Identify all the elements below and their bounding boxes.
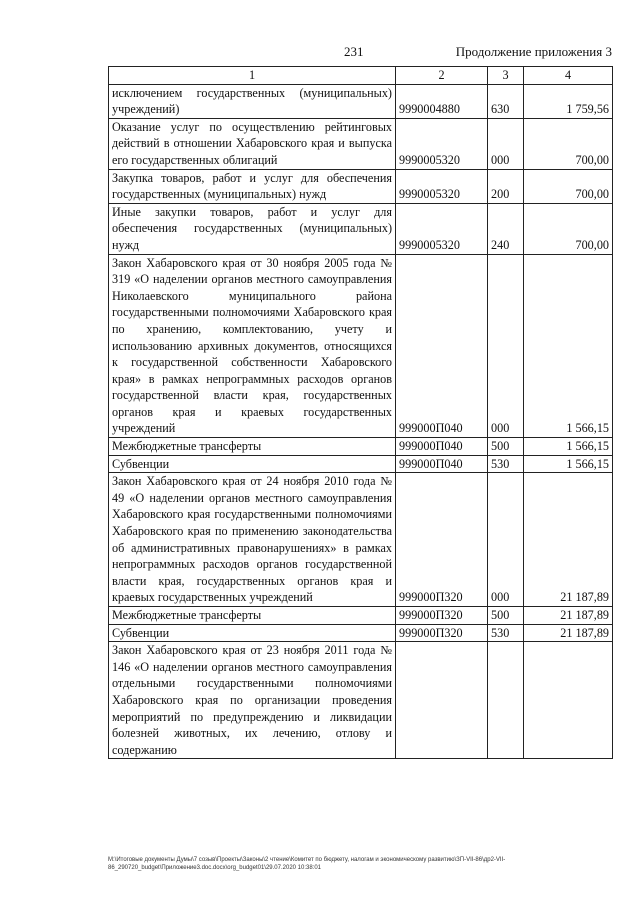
row-code: 999000П040 — [396, 455, 488, 473]
column-header: 3 — [488, 67, 524, 85]
row-code: 999000П320 — [396, 473, 488, 607]
row-name: Закон Хабаровского края от 30 ноября 2005 года № 319 «О наделении органов местного самоуправления Николаевского муниципального района государственными полномочиями Хабаровского края по хранению, комплектованию, учету и использованию архивных документов, относящихся к государственной собственности Хабаровского края» в рамках непрограммных расходов органов государственной власти края, государственных органов края и краевых государственных учреждений — [109, 254, 396, 438]
row-amount: 21 187,89 — [524, 473, 613, 607]
row-name: Иные закупки товаров, работ и услуг для обеспечения государственных (муниципальных) нужд — [109, 203, 396, 254]
row-code: 999000П320 — [396, 624, 488, 642]
row-code — [396, 642, 488, 759]
table-row — [109, 254, 613, 438]
row-code: 999000П040 — [396, 254, 488, 438]
row-vr: 630 — [488, 84, 524, 118]
row-amount — [524, 642, 613, 759]
table-row — [109, 473, 613, 607]
row-amount: 700,00 — [524, 169, 613, 203]
table-row — [109, 642, 613, 759]
row-name: Субвенции — [109, 455, 396, 473]
row-vr: 240 — [488, 203, 524, 254]
row-code: 999000П320 — [396, 607, 488, 625]
table-row — [109, 169, 613, 203]
budget-table — [108, 66, 613, 759]
row-vr: 000 — [488, 118, 524, 169]
row-code: 9990005320 — [396, 203, 488, 254]
row-amount: 700,00 — [524, 118, 613, 169]
row-name: Межбюджетные трансферты — [109, 438, 396, 456]
table-row — [109, 438, 613, 456]
table-header-row — [109, 67, 613, 85]
row-code: 9990005320 — [396, 169, 488, 203]
row-name: Закон Хабаровского края от 23 ноября 2011 года № 146 «О наделении органов местного самоуправления отдельными государственными полномочиями Хабаровского края по организации проведения мероприятий по предупреждению и ликвидации болезней животных, их лечению, отлову и содержанию — [109, 642, 396, 759]
row-code: 999000П040 — [396, 438, 488, 456]
row-vr — [488, 642, 524, 759]
row-vr: 000 — [488, 473, 524, 607]
row-vr: 530 — [488, 624, 524, 642]
row-amount: 21 187,89 — [524, 607, 613, 625]
row-name: Закон Хабаровского края от 24 ноября 2010 года № 49 «О наделении органов местного самоуправления Хабаровского края государственными полномочиями Хабаровского края по применению законодательства об административных правонарушениях» в рамках непрограммных расходов органов государственной власти края, государственных органов края и краевых государственных учреждений — [109, 473, 396, 607]
row-amount: 700,00 — [524, 203, 613, 254]
table-row — [109, 455, 613, 473]
row-code: 9990005320 — [396, 118, 488, 169]
table-row — [109, 624, 613, 642]
table-row — [109, 607, 613, 625]
row-code: 9990004880 — [396, 84, 488, 118]
column-header: 4 — [524, 67, 613, 85]
page-number: 231 — [344, 44, 364, 59]
row-amount: 1 566,15 — [524, 455, 613, 473]
row-vr: 500 — [488, 438, 524, 456]
table-row — [109, 118, 613, 169]
row-name: Закупка товаров, работ и услуг для обеспечения государственных (муниципальных) нужд — [109, 169, 396, 203]
continuation-label: Продолжение приложения 3 — [455, 44, 612, 59]
row-amount: 21 187,89 — [524, 624, 613, 642]
row-amount: 1 759,56 — [524, 84, 613, 118]
file-path-footer: M:\Итоговые документы Думы\7 созыв\Проекты\Законы\2 чтение\Комитет по бюджету, налогам и экономическому развитию\ЗП-VII-86\др2-VII-86_290720_budget\Приложение3.doc.docx\org_budget01\29.07.2020 10:38:01 — [108, 857, 506, 871]
row-vr: 530 — [488, 455, 524, 473]
row-name: исключением государственных (муниципальных) учреждений) — [109, 84, 396, 118]
column-header: 2 — [396, 67, 488, 85]
row-vr: 200 — [488, 169, 524, 203]
row-vr: 000 — [488, 254, 524, 438]
row-name: Субвенции — [109, 624, 396, 642]
column-header: 1 — [109, 67, 396, 85]
table-row — [109, 203, 613, 254]
row-amount: 1 566,15 — [524, 254, 613, 438]
table-row — [109, 84, 613, 118]
row-name: Оказание услуг по осуществлению рейтинговых действий в отношении Хабаровского края и выпуска его государственных облигаций — [109, 118, 396, 169]
row-amount: 1 566,15 — [524, 438, 613, 456]
row-name: Межбюджетные трансферты — [109, 607, 396, 625]
row-vr: 500 — [488, 607, 524, 625]
